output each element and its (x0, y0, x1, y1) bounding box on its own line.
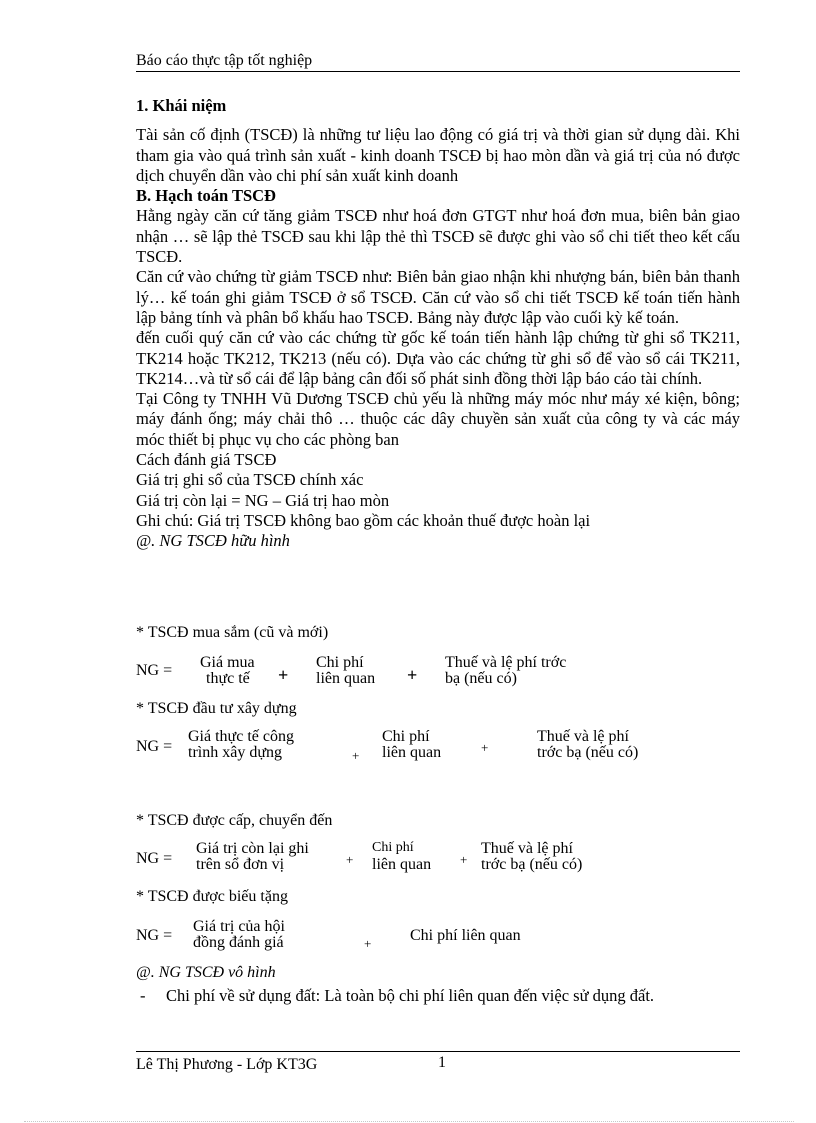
footer-rule (136, 1051, 740, 1052)
formula-4-term-b: Chi phí liên quan (410, 927, 521, 944)
formula-2-term-a-line1: Giá thực tế công (188, 728, 294, 745)
formula-3-term-b-line2: liên quan (372, 856, 432, 873)
formula-1-ng: NG = (136, 662, 173, 679)
document-body (136, 96, 740, 552)
formula-1-term-b-line2: liên quan (316, 670, 376, 687)
section-heading-1: 1. Khái niệm (136, 96, 227, 115)
line-book-value: Giá trị ghi sổ của TSCĐ chính xác (136, 470, 364, 490)
paragraph-1: Hằng ngày căn cứ tăng giảm TSCĐ như hoá đơn GTGT như hoá đơn mua, biên bản giao nhận … sẽ lập thẻ TSCĐ sau khi lập thẻ thì TSCĐ sẽ được ghi vào sổ chi tiết theo kết cấu TSCĐ. (136, 206, 740, 267)
formula-3-plus-1: + (346, 852, 354, 867)
formula-3-ng: NG = (136, 850, 173, 867)
page-number: 1 (438, 1054, 446, 1071)
formula-4-term-a-line2: đồng đánh giá (193, 934, 284, 951)
formula-3-term-a-line1: Giá trị còn lại ghi (196, 840, 309, 857)
bullet-text: Chi phí về sử dụng đất: Là toàn bộ chi phí liên quan đến việc sử dụng đất. (166, 986, 655, 1005)
formula-3-term-a-line2: trên sổ đơn vị (196, 856, 285, 873)
formula-4-plus-1: + (364, 936, 372, 951)
section-heading-b: B. Hạch toán TSCĐ (136, 186, 276, 206)
formula-2-term-c-line1: Thuế và lệ phí (537, 728, 629, 745)
paragraph-definition: Tài sản cố định (TSCĐ) là những tư liệu lao động có giá trị và thời gian sử dụng dài. Khi tham gia vào quá trình sản xuất - kinh doanh TSCĐ bị hao mòn dần và giá trị của nó được dịch chuyển dần vào chi phí sản xuất kinh doanh (136, 125, 740, 185)
formula-4-title: * TSCĐ được biếu tặng (136, 888, 288, 905)
formula-1-title: * TSCĐ mua sắm (cũ và mới) (136, 624, 329, 641)
formula-4-ng: NG = (136, 927, 173, 944)
formula-3-term-c-line2: trớc bạ (nếu có) (481, 856, 583, 873)
formula-1-term-c-line2: bạ (nếu có) (445, 670, 517, 687)
formula-2-ng: NG = (136, 738, 173, 755)
formula-1-term-c-line1: Thuế và lệ phí trớc (445, 654, 567, 671)
line-note: Ghi chú: Giá trị TSCĐ không bao gồm các khoản thuế được hoàn lại (136, 510, 591, 530)
formula-1-plus-2: + (407, 665, 418, 685)
formula-2-term-a-line2: trình xây dựng (188, 744, 282, 761)
formula-2-term-c-line2: trớc bạ (nếu có) (537, 744, 639, 761)
formula-2-plus-2: + (481, 740, 489, 755)
formula-1-term-a-line2: thực tế (206, 670, 250, 687)
header-rule (136, 71, 740, 72)
subheading-tangible: @. NG TSCĐ hữu hình (136, 531, 290, 551)
paragraph-2: Căn cứ vào chứng từ giảm TSCĐ như: Biên bản giao nhận khi nhượng bán, biên bản thanh lý… kế toán ghi giảm TSCĐ ở sổ TSCĐ. Căn cứ vào sổ chi tiết TSCĐ kế toán tiến hành lập bảng tính và phân bổ khấu hao TSCĐ. Bảng này được lập vào cuối kỳ kế toán. (136, 267, 740, 327)
formula-1-plus-1: + (278, 665, 289, 685)
formula-3-plus-2: + (460, 852, 468, 867)
line-remaining-value: Giá trị còn lại = NG – Giá trị hao mòn (136, 490, 390, 510)
formula-2-plus-1: + (352, 748, 360, 763)
formula-2-term-b-line1: Chi phí (382, 728, 430, 745)
formula-2-term-b-line2: liên quan (382, 744, 442, 761)
formula-1-term-b-line1: Chi phí (316, 654, 364, 671)
formula-3-title: * TSCĐ được cấp, chuyển đến (136, 812, 333, 829)
formula-2-title: * TSCĐ đầu tư xây dựng (136, 700, 297, 717)
bullet-marker: - (140, 986, 146, 1005)
subheading-intangible: @. NG TSCĐ vô hình (136, 964, 276, 981)
formula-1-term-a-line1: Giá mua (200, 654, 255, 671)
formula-3-term-b-line1: Chi phí (372, 840, 414, 855)
paragraph-4: Tại Công ty TNHH Vũ Dương TSCĐ chủ yếu là những máy móc như máy xé kiện, bông; máy đánh ống; máy chải thô … thuộc các dây chuyền sản xuất của công ty và các máy móc thiết bị phục vụ cho các phòng ban (136, 389, 740, 449)
line-evaluation: Cách đánh giá TSCĐ (136, 450, 277, 470)
formula-3-term-c-line1: Thuế và lệ phí (481, 840, 573, 857)
page-bottom-divider (24, 1121, 794, 1122)
footer-author: Lê Thị Phương - Lớp KT3G (136, 1056, 318, 1073)
paragraph-3: đến cuối quý căn cứ vào các chứng từ gốc kế toán tiến hành lập chứng từ ghi sổ TK211, TK214 hoặc TK212, TK213 (nếu có). Dựa vào các chứng từ ghi sổ để vào sổ cái TK211, TK214…và từ sổ cái để lập bảng cân đối số phát sinh đồng thời lập báo cáo tài chính. (136, 328, 740, 388)
header-title: Báo cáo thực tập tốt nghiệp (136, 52, 313, 69)
formula-4-term-a-line1: Giá trị của hội (193, 918, 285, 935)
